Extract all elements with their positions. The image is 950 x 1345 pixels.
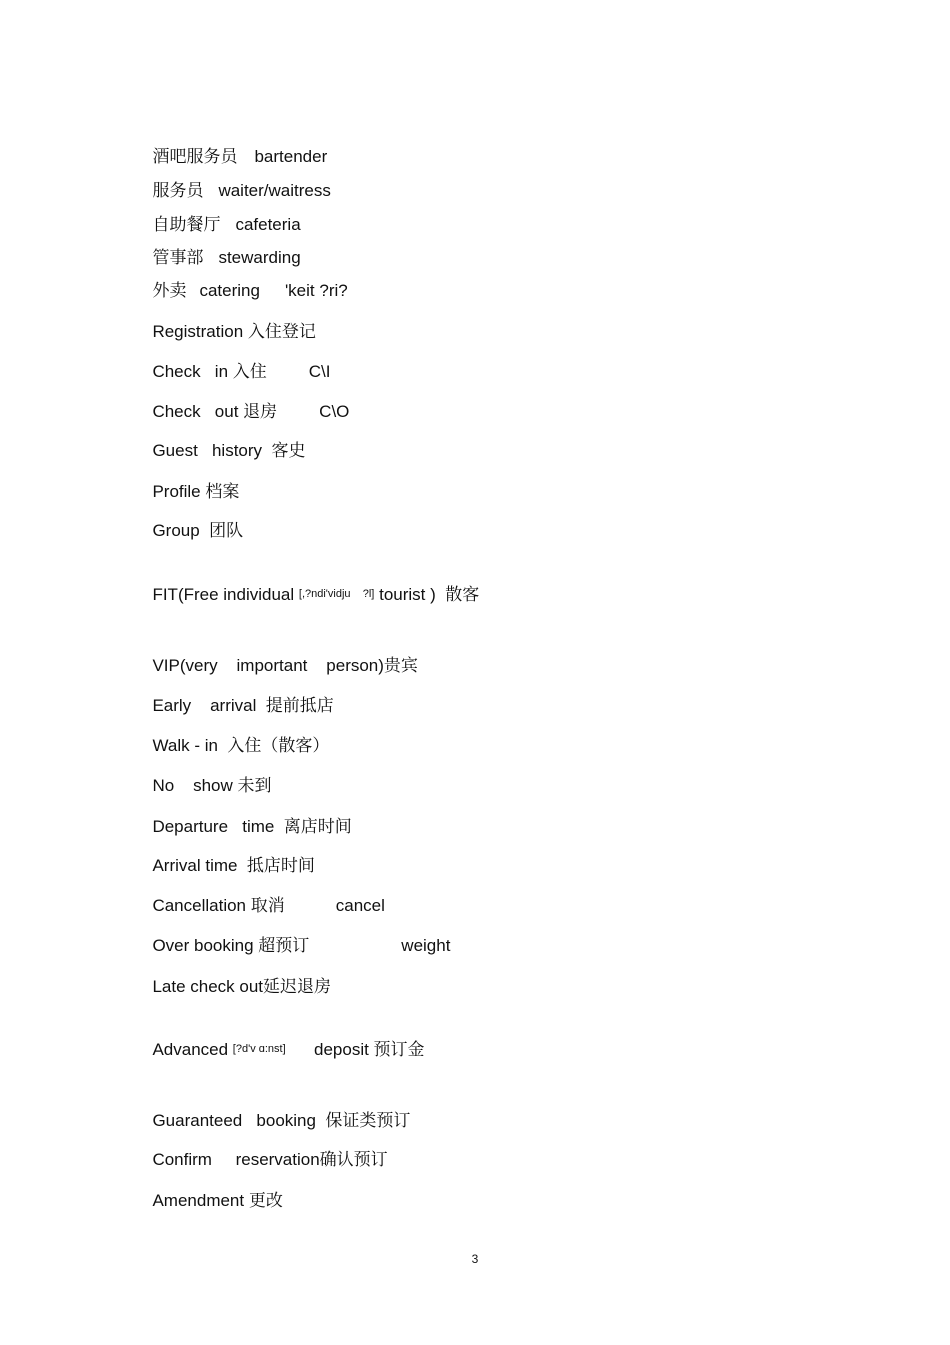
entry-late-check-out [143, 957, 332, 996]
entry-text: No show 未到 [152, 776, 272, 795]
entry-text: VIP(very important person)贵宾 [152, 656, 418, 675]
entry-catering [143, 261, 348, 300]
entry-pre: FIT(Free individual [152, 585, 299, 604]
entry-cafeteria [143, 195, 301, 234]
entry-no-show [143, 756, 272, 795]
entry-zh: 管事部 [152, 248, 204, 267]
entry-en: stewarding [218, 248, 301, 267]
entry-zh: 外卖 [152, 281, 187, 300]
entry-en: bartender [254, 147, 328, 166]
entry-text: Guest history 客史 [152, 441, 306, 460]
entry-departure-time [143, 797, 352, 836]
entry-text: Check out 退房 [152, 402, 278, 421]
entry-fit [143, 564, 480, 604]
entry-bartender [143, 127, 328, 166]
entry-phonetic: 'keit ?ri? [284, 281, 348, 300]
entry-abbr: C\O [319, 402, 350, 421]
entry-en: waiter/waitress [218, 181, 331, 200]
entry-amendment [143, 1171, 283, 1210]
entry-phonetic: [?d'v ɑ:nst] [232, 1043, 286, 1055]
entry-over-booking [143, 916, 451, 955]
entry-registration [143, 302, 316, 341]
entry-stewarding [143, 228, 301, 267]
entry-text: Registration 入住登记 [152, 322, 316, 341]
entry-text: Confirm reservation确认预订 [152, 1150, 388, 1169]
entry-extra: weight [401, 936, 451, 955]
entry-pre: Advanced [152, 1040, 233, 1059]
entry-zh: 自助餐厅 [152, 215, 221, 234]
entry-check-in [143, 342, 331, 381]
entry-text: Check in 入住 [152, 362, 267, 381]
entry-phonetic: [,?ndi'vidju ?l] [298, 588, 375, 600]
entry-post: deposit 预订金 [285, 1040, 425, 1059]
entry-en: cafeteria [235, 215, 301, 234]
entry-en: catering [199, 281, 260, 300]
entry-text: Group 团队 [152, 521, 244, 540]
entry-waiter [143, 161, 331, 200]
entry-guest-history [143, 421, 306, 460]
entry-guaranteed-booking [143, 1091, 411, 1130]
entry-vip [143, 636, 418, 675]
entry-text: Guaranteed booking 保证类预订 [152, 1111, 411, 1130]
entry-text: Cancellation 取消 [152, 896, 285, 915]
entry-post: tourist ) 散客 [374, 585, 480, 604]
entry-text: Walk - in 入住（散客） [152, 736, 330, 755]
entry-extra: cancel [335, 896, 385, 915]
entry-text: Over booking 超预订 [152, 936, 310, 955]
entry-cancellation [143, 876, 385, 915]
entry-check-out [143, 382, 350, 421]
entry-arrival-time [143, 836, 315, 875]
entry-text: Profile 档案 [152, 482, 240, 501]
entry-abbr: C\I [308, 362, 331, 381]
entry-advanced-deposit [143, 1019, 425, 1059]
entry-confirm-reservation [143, 1130, 388, 1169]
entry-early-arrival [143, 676, 334, 715]
entry-text: Early arrival 提前抵店 [152, 696, 334, 715]
entry-text: Arrival time 抵店时间 [152, 856, 315, 875]
entry-walk-in [143, 716, 330, 755]
entry-text: Amendment 更改 [152, 1191, 283, 1210]
entry-text: Departure time 离店时间 [152, 817, 352, 836]
page-number: 3 [471, 1252, 479, 1266]
entry-text: Late check out延迟退房 [152, 977, 332, 996]
entry-profile [143, 462, 240, 501]
entry-group [143, 501, 244, 540]
entry-zh: 服务员 [152, 181, 204, 200]
entry-zh: 酒吧服务员 [152, 147, 238, 166]
